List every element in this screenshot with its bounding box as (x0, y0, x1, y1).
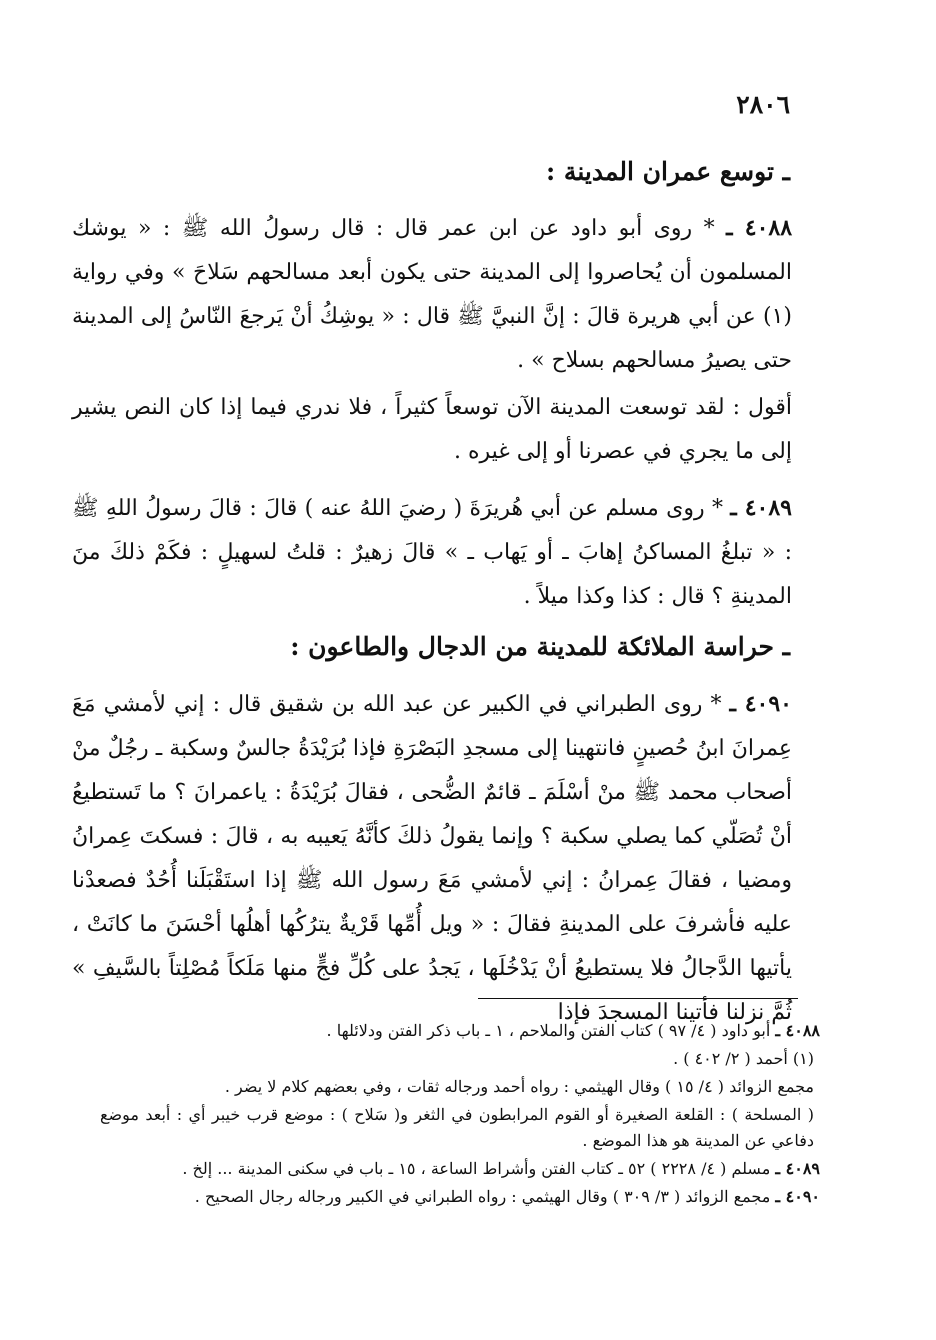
hadith-text: * روى مسلم عن أبي هُريرَةَ ( رضيَ اللهُ عنه ) قالَ : قالَ رسولُ اللهِ ﷺ : « تبلغُ المساكنُ إهابَ ـ أو يَهاب ـ » قالَ زهيرٌ : قلتُ لسهيلٍ : فكَمْ ذلكَ منَ المدينةِ ؟ قال : كذا وكذا ميلاً . (72, 496, 792, 609)
hadith-text: * روى أبو داود عن ابن عمر قال : قال رسولُ الله ﷺ : « يوشك المسلمون أن يُحاصروا إلى المدينة حتى يكون أبعد مسالحهم سَلاحَ » وفي رواية (١) عن أبي هريرة قالَ : إنَّ النبيَّ ﷺ قال : « يوشِكُ أنْ يَرجعَ النّاسُ إلى المدينة حتى يصيرُ مسالحهم بسلاح » . (72, 216, 792, 373)
footnote-divider (478, 998, 798, 999)
hadith-text: * روى الطبراني في الكبير عن عبد الله بن شقيق قال : إني لأمشي مَعَ عِمرانَ ابنُ حُصينٍ فانتهينا إلى مسجدِ البَصْرَةِ فإذا بُرَيْدَةُ جالسٌ وسكبة ـ رجُلٌ منْ أصحاب محمد ﷺ منْ أسْلَمَ ـ قائمٌ الضُّحى ، فقالَ بُرَيْدَةُ : ياعمرانَ ؟ ما تَستطيعُ أنْ تُصَلّي كما يصلي سكبة ؟ وإنما يقولُ ذلكَ كأنَّهُ يَعيبه به ، قالَ : فسكتَ عِمرانُ ومضيا ، فقالَ عِمرانُ : إني لأمشي مَعَ رسول الله ﷺ إذا استَقْبَلَنا أُحُدٌ فصعدْنا عليه فأشرفَ على المدينةِ فقالَ : « ويل أُمِّها قَرْيةٌ يترُكُها أهلُها أحْسَنَ ما كانَتْ ، يأتيها الدَّجالُ فلا يستطيعُ أنْ يَدْخُلَها ، يَجدُ على كُلِّ فجٍّ منها مَلَكاً مُصْلِتاً بالسَّيفِ » ثُمَّ نزلنا فأتينا المسجدَ فإذا (72, 692, 792, 1025)
page-number: ٢٨٠٦ (736, 90, 790, 119)
commentary-text: أقول : لقد توسعت المدينة الآن توسعاً كثيراً ، فلا ندري فيما إذا كان النص يشير إلى ما يجري في عصرنا أو إلى غيره . (72, 395, 792, 464)
hadith-4088 (72, 206, 792, 383)
footnote-4089: ٤٠٨٩ ـ مسلم ( ٤/ ٢٢٢٨ ) ٥٢ ـ كتاب الفتن وأشراط الساعة ، ١٥ ـ باب في سكنى المدينة ... إلخ . (182, 1159, 820, 1178)
hadith-4089 (72, 486, 792, 619)
section-heading-city-expansion: ـ توسع عمران المدينة : (545, 157, 790, 186)
hadith-4090 (72, 682, 792, 1035)
footnote-4088: ٤٠٨٨ ـ أبو داود ( ٤/ ٩٧ ) كتاب الفتن والملاحم ، ١ ـ باب ذكر الفتن ودلائلها . (326, 1021, 820, 1040)
footnote-definition: ( المسلحة ) : القلعة الصغيرة أو القوم المرابطون في الثغر و( سَلاح ) : موضع قرب خيبر أي : أبعد موضع دفاعي عن المدينة هو هذا الموضع . (100, 1105, 815, 1150)
footnote-4090: ٤٠٩٠ ـ مجمع الزوائد ( ٣/ ٣٠٩ ) وقال الهيثمي : رواه الطبراني في الكبير ورجاله رجال الصحيح . (194, 1187, 820, 1206)
commentary-paragraph (72, 386, 792, 474)
hadith-number: ٤٠٩٠ ـ (729, 691, 792, 717)
footnote-majma: مجمع الزوائد ( ٤/ ١٥ ) وقال الهيثمي : رواه أحمد ورجاله ثقات ، وفي بعضهم كلام لا يضر . (224, 1077, 814, 1096)
footnotes (100, 1018, 820, 1212)
hadith-number: ٤٠٨٨ ـ (726, 215, 793, 241)
footnote-1: (١) أحمد ( ٢/ ٤٠٢ ) . (673, 1049, 814, 1068)
hadith-number: ٤٠٨٩ ـ (730, 495, 792, 521)
section-heading-angels-guarding: ـ حراسة الملائكة للمدينة من الدجال والطاعون : (290, 632, 790, 661)
